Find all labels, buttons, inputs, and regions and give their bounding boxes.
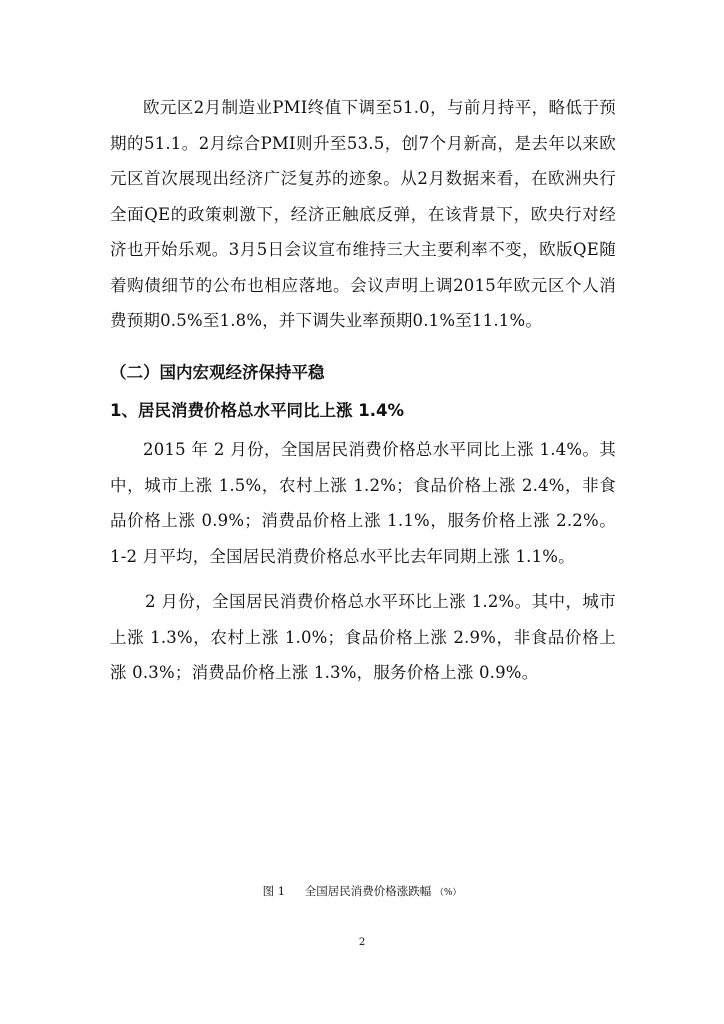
paragraph-cpi-yoy: 2015 年 2 月份，全国居民消费价格总水平同比上涨 1.4%。其中，城市上涨 1.5%，农村上涨 1.2%；食品价格上涨 2.4%，非食品价格上涨 0.9%；消费品价格上涨 1.1%，服务价格上涨 2.2%。1-2 月平均，全国居民消费价格总水平比去年同期上涨 1.1%。 [110, 440, 616, 566]
section-heading: （二）国内宏观经济保持平稳 [110, 363, 325, 382]
paragraph-euro-area: 欧元区2月制造业PMI终值下调至51.0，与前月持平，略低于预期的51.1。2月综合PMI则升至53.5，创7个月新高，是去年以来欧元区首次展现出经济广泛复苏的迹象。从2月数据来看，在欧洲央行全面QE的政策刺激下，经济正触底反弹，在该背景下，欧央行对经济也开始乐观。3月5日会议宣布维持三大主要利率不变，欧版QE随着购债细节的公布也相应落地。会议声明上调2015年欧元区个人消费预期0.5%至1.8%，并下调失业率预期0.1%至11.1%。 [110, 98, 616, 330]
page-number: 2 [358, 937, 366, 948]
figure-caption [0, 883, 724, 901]
figure-number: 图 1 [262, 884, 286, 898]
subsection-heading: 1、居民消费价格总水平同比上涨 1.4% [110, 401, 404, 420]
figure-title: 全国居民消费价格涨跌幅 [304, 884, 432, 898]
paragraph-cpi-mom: 2 月份，全国居民消费价格总水平环比上涨 1.2%。其中，城市上涨 1.3%，农村上涨 1.0%；食品价格上涨 2.9%，非食品价格上涨 0.3%；消费品价格上涨 1.3%，服务价格上涨 0.9%。 [110, 592, 616, 682]
figure-unit: （%） [434, 888, 462, 898]
